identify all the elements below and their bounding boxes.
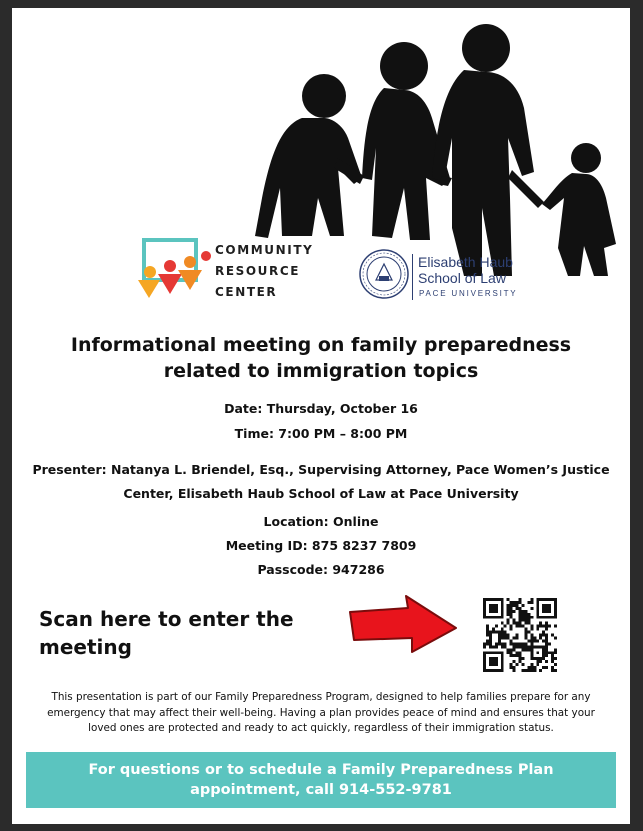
meeting-id-text: Meeting ID: 875 8237 7809 [225, 538, 417, 553]
description-line: This presentation is part of our Family Preparedness Program, designed to help families prepare for any [51, 691, 591, 703]
red-arrow-icon [348, 594, 468, 654]
meeting-qr-code[interactable] [483, 598, 557, 672]
time-text: Time: 7:00 PM – 8:00 PM [234, 426, 408, 441]
contact-banner [26, 752, 616, 808]
pace-logo-line3: PACE UNIVERSITY [419, 289, 518, 298]
community-resource-center-logo [136, 236, 216, 300]
logo-divider [412, 254, 413, 300]
passcode-text: Passcode: 947286 [257, 562, 385, 577]
scan-line: Scan here to enter the [39, 607, 294, 631]
banner-line: For questions or to schedule a Family Preparedness Plan [88, 762, 554, 778]
title-line: related to immigration topics [163, 360, 479, 382]
description-line: emergency that may affect their well-being. Having a plan provides peace of mind and ensures that your [47, 706, 595, 719]
banner-line: appointment, call 914-552-9781 [190, 782, 452, 798]
date-text: Date: Thursday, October 16 [224, 401, 418, 416]
crc-logo-line: CENTER [215, 285, 278, 299]
location-text: Location: Online [263, 514, 379, 529]
pace-logo-line2: School of Law [418, 270, 506, 286]
scan-line: meeting [39, 635, 132, 659]
flyer-title [32, 332, 610, 384]
program-description [32, 690, 610, 737]
title-line: Informational meeting on family preparedness [70, 334, 572, 356]
family-silhouette-image [12, 8, 630, 278]
crc-logo-line: COMMUNITY [215, 243, 314, 257]
pace-logo-line1: Elisabeth Haub [418, 254, 513, 270]
crc-logo-line: RESOURCE [215, 264, 301, 278]
description-line: loved ones are protected and ready to act quickly, regardless of their immigration status. [88, 722, 554, 734]
presenter-text-line1: Presenter: Natanya L. Briendel, Esq., Supervising Attorney, Pace Women’s Justice [32, 462, 610, 477]
presenter-text-line2: Center, Elisabeth Haub School of Law at Pace University [123, 486, 519, 501]
flyer-page [12, 8, 630, 824]
pace-university-seal-icon [358, 248, 410, 300]
scan-prompt [39, 605, 339, 661]
crc-logo-text [215, 240, 313, 303]
